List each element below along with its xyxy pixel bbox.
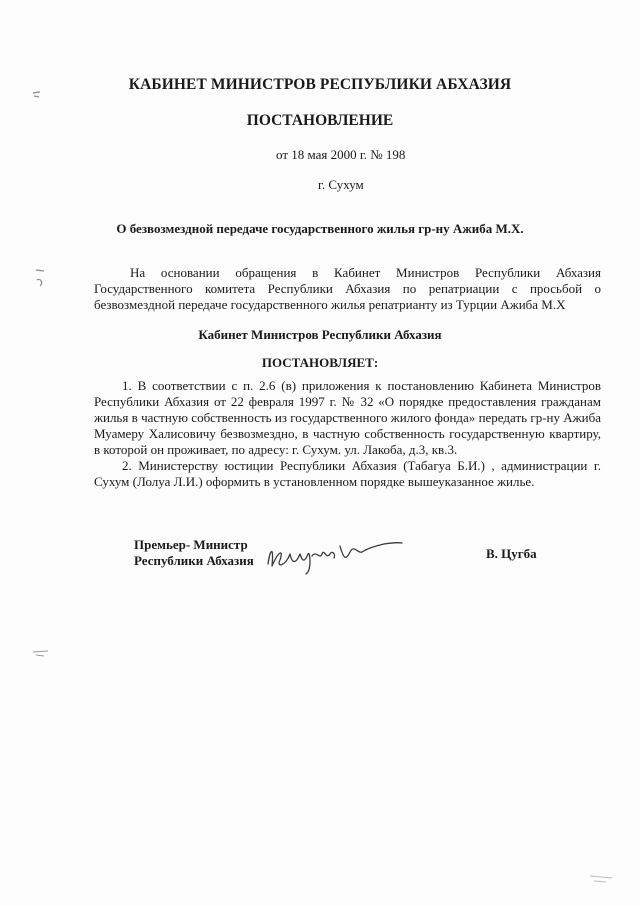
resolution-item-1: 1. В соответствии с п. 2.6 (в) приложения к постановлению Кабинета Министров Республики Абхазия от 22 февраля 1997 г. № 32 «О порядке предоставления гражданам жилья в частную собственность из государственного жилого фонда» передать гр-ну Ажиба Муамеру Халисовичу безвозмездно, в частную собственность государственную квартиру, в которой он проживает, по адресу: г. Сухум. ул. Лакоба, д.3, кв.3. <box>94 378 601 457</box>
scan-speck-mark <box>586 870 616 886</box>
document-subject: О безвозмездной передаче государственного жилья гр-ну Ажиба М.Х. <box>116 221 524 236</box>
issuing-authority: Кабинет Министров Республики Абхазия <box>198 327 442 342</box>
resolves-heading: ПОСТАНОВЛЯЕТ: <box>261 355 379 370</box>
scan-speck-mark <box>34 266 48 290</box>
document-type: ПОСТАНОВЛЕНИЕ <box>246 112 394 129</box>
preamble-paragraph: На основании обращения в Кабинет Министров Республики Абхазия Государственного комитета Республики Абхазия по репатриации с просьбой о безвозмездной передаче государственного жилья репатрианту из Турции Ажиба М.Х <box>94 265 601 312</box>
organization-title: КАБИНЕТ МИНИСТРОВ РЕСПУБЛИКИ АБХАЗИЯ <box>128 76 512 93</box>
signatory-title-line-2: Республики Абхазия <box>134 553 254 568</box>
signatory-title-line-1: Премьер- Министр <box>134 537 248 552</box>
signatory-name: В. Цугба <box>486 546 537 561</box>
resolution-item-2: 2. Министерству юстиции Республики Абхазия (Табагуа Б.И.) , администрации г. Сухум (Лолуа Л.И.) оформить в установленном порядке вышеуказанное жилье. <box>94 458 601 489</box>
handwritten-signature <box>260 530 410 580</box>
scan-speck-mark <box>30 88 44 102</box>
scan-speck-mark <box>30 646 52 660</box>
document-date-number: от 18 мая 2000 г. № 198 <box>276 147 406 162</box>
document-place: г. Сухум <box>318 177 364 192</box>
signatory-title <box>134 537 254 569</box>
